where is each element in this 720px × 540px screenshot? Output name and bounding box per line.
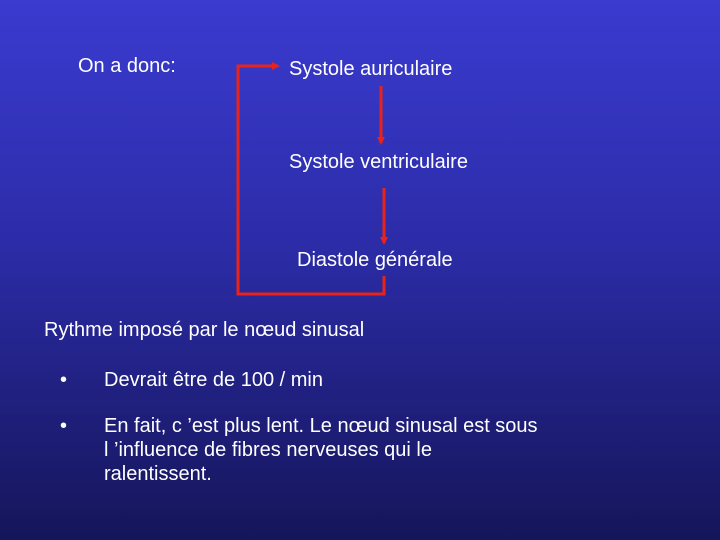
bullet-text: En fait, c ’est plus lent. Le nœud sinusal est sous l ’influence de fibres nerveuses qui le ralentissent.: [104, 415, 538, 485]
step-systole-auriculaire: Systole auriculaire: [289, 58, 453, 80]
step-diastole-generale: Diastole générale: [297, 249, 453, 271]
intro-label: On a donc:: [78, 55, 176, 77]
section-heading: Rythme imposé par le nœud sinusal: [44, 319, 365, 341]
step-systole-ventriculaire: Systole ventriculaire: [289, 151, 468, 173]
bullet-icon: •: [60, 369, 68, 391]
bullet-icon: •: [60, 415, 68, 437]
bullet-text: Devrait être de 100 / min: [104, 369, 323, 391]
bullet-item: [60, 368, 660, 396]
bullet-item: [60, 414, 660, 494]
